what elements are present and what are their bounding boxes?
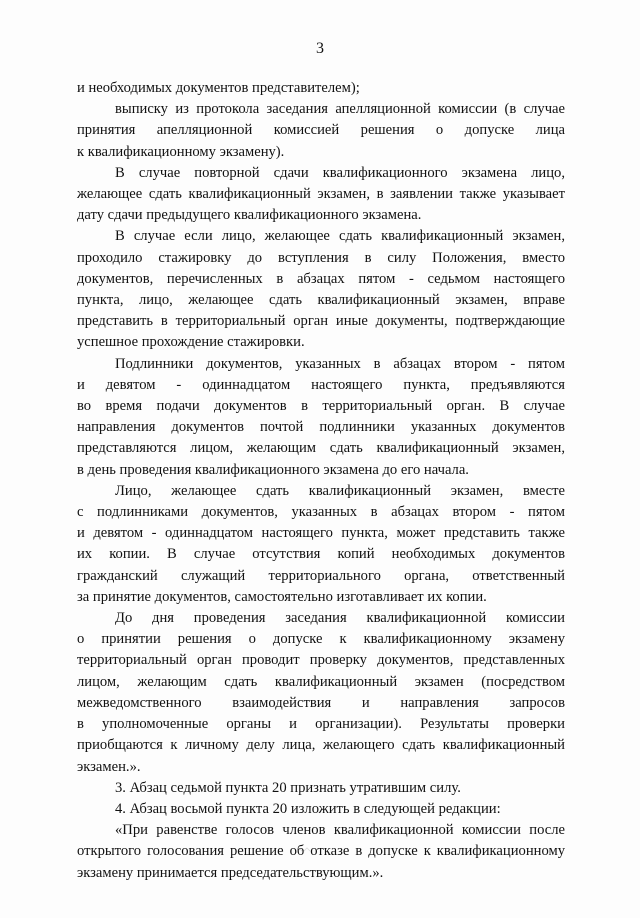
text-line: желающее сдать квалификационный экзамен, в заявлении также указывает	[77, 186, 565, 203]
text-line: проходило стажировку до вступления в силу Положения, вместо	[77, 249, 565, 266]
text-line: принятия апелляционной комиссией решения о допуске лица	[77, 122, 565, 139]
text-line: В случае если лицо, желающее сдать квалификационный экзамен,	[115, 228, 565, 245]
text-line: «При равенстве голосов членов квалификационной комиссии после	[115, 822, 565, 839]
text-line: их копии. В случае отсутствия копий необходимых документов	[77, 546, 565, 563]
text-line: приобщаются к личному делу лица, желающего сдать квалификационный	[77, 737, 565, 754]
text-line: лицом, желающим сдать квалификационный экзамен (посредством	[77, 673, 565, 690]
text-line: пункта, лицо, желающее сдать квалификационный экзамен, вправе	[77, 292, 565, 309]
text-line: экзамену принимается председательствующим.».	[77, 864, 384, 881]
text-line: дату сдачи предыдущего квалификационного экзамена.	[77, 207, 422, 224]
text-line: 3. Абзац седьмой пункта 20 признать утратившим силу.	[115, 779, 461, 796]
page-number: 3	[316, 40, 324, 57]
text-line: Подлинники документов, указанных в абзацах втором - пятом	[115, 355, 565, 372]
text-line: к квалификационному экзамену).	[77, 143, 285, 160]
text-line: в день проведения квалификационного экзамена до его начала.	[77, 461, 469, 478]
text-line: межведомственного взаимодействия и направления запросов	[77, 694, 565, 711]
text-line: гражданский служащий территориального органа, ответственный	[77, 567, 565, 584]
text-line: выписку из протокола заседания апелляционной комиссии (в случае	[115, 101, 565, 118]
text-line: открытого голосования решение об отказе в допуске к квалификационному	[77, 843, 565, 860]
text-line: документов, перечисленных в абзацах пятом - седьмом настоящего	[77, 270, 565, 287]
text-line: направления документов почтой подлинники указанных документов	[77, 419, 565, 436]
text-line: В случае повторной сдачи квалификационного экзамена лицо,	[115, 164, 565, 181]
text-line: и необходимых документов представителем);	[77, 80, 360, 96]
scan-artifact-icon	[294, 846, 312, 856]
text-line: До дня проведения заседания квалификационной комиссии	[115, 610, 565, 627]
text-line: о принятии решения о допуске к квалификационному экзамену	[77, 631, 565, 648]
document-body	[77, 78, 565, 884]
text-line: представить в территориальный орган иные документы, подтверждающие	[77, 313, 565, 330]
text-line: территориальный орган проводит проверку документов, представленных	[77, 652, 565, 669]
text-line: во время подачи документов в территориальный орган. В случае	[77, 398, 565, 415]
text-line: с подлинниками документов, указанных в абзацах втором - пятом	[77, 504, 565, 521]
text-line: и девятом - одиннадцатом настоящего пункта, может представить также	[77, 525, 565, 542]
text-line: экзамен.».	[77, 758, 141, 775]
text-line: успешное прохождение стажировки.	[77, 334, 305, 351]
text-line: и девятом - одиннадцатом настоящего пункта, предъявляются	[77, 376, 565, 393]
text-line: за принятие документов, самостоятельно изготавливает их копии.	[77, 588, 487, 605]
text-line: представляются лицом, желающим сдать квалификационный экзамен,	[77, 440, 565, 457]
text-line: Лицо, желающее сдать квалификационный экзамен, вместе	[115, 482, 565, 499]
text-line: в уполномоченные органы и организации). Результаты проверки	[77, 716, 565, 733]
text-line: 4. Абзац восьмой пункта 20 изложить в следующей редакции:	[115, 800, 501, 817]
